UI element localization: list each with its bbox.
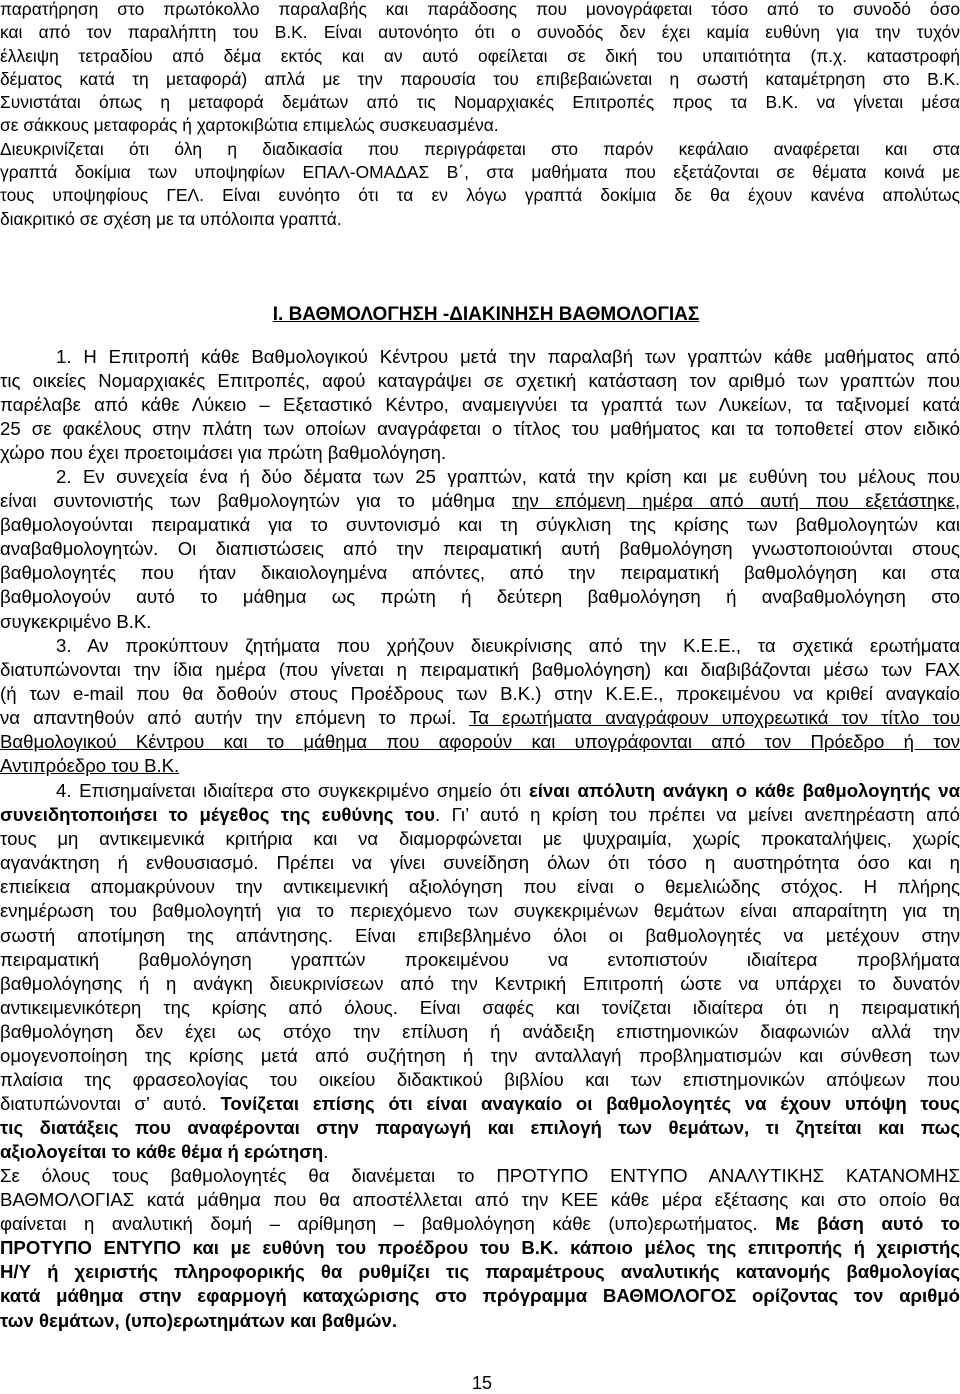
text-line: Διευκρινίζεται ότι όλη η διαδικασία που περιγράφεται στο παρόν κεφάλαιο αναφέρεται και στα bbox=[0, 138, 960, 159]
text-line: Βαθμολογικού Κέντρου και το μάθημα που αφορούν και υπογράφονται από τον Πρόεδρο ή τον bbox=[0, 731, 960, 753]
paragraph-3 bbox=[0, 634, 960, 779]
text-line: ενημέρωση του βαθμολογητή για το περιεχόμενο των συγκεκριμένων θεμάτων είναι απαραίτητη για τη bbox=[0, 900, 960, 922]
text-line: τους μη αντικειμενικά κριτήρια και να διαμορφώνεται με ψυχραιμία, χωρίς προκαταλήψεις, χωρίς bbox=[0, 828, 960, 850]
text-run: 4. Επισημαίνεται ιδιαίτερα στο συγκεκριμένο σημείο ότι bbox=[56, 780, 529, 801]
text-line: τους υποψηφίους ΓΕΛ. Είναι ευνόητο ότι τα εν λόγω γραπτά δοκίμια δε θα έχουν κανένα απολύτως bbox=[0, 185, 960, 206]
text-line bbox=[0, 1092, 960, 1116]
text-line: παρατήρηση στο πρωτόκολλο παραλαβής και παράδοσης που μονογράφεται τόσο από το συνοδό όσο bbox=[0, 0, 960, 19]
paragraph-2 bbox=[0, 465, 960, 634]
text-line: ΒΑΘΜΟΛΟΓΙΑΣ κατά μάθημα που θα αποστέλλεται από την ΚΕΕ κάθε μέρα εξέτασης και στο οποίο θα bbox=[0, 1189, 960, 1211]
text-line: αγανάκτηση ή ενθουσιασμό. Πρέπει να γίνει συνείδηση όλων ότι τόσο η αυστηρότητα όσο και η bbox=[0, 852, 960, 874]
text-line: συγκεκριμένο Β.Κ. bbox=[0, 610, 152, 632]
text-line: (ή των e-mail που θα δοθούν στους Προέδρους των Β.Κ.) στην Κ.Ε.Ε., προκειμένου να κριθεί αναγκαίο bbox=[0, 683, 960, 705]
text-line: χώρο που έχει προετοιμάσει για πρώτη βαθμολόγηση. bbox=[0, 442, 447, 464]
paragraph-5 bbox=[0, 1164, 960, 1333]
text-line: σωστή αποτίμηση της απάντησης. Είναι επιβεβλημένο όλοι οι βαθμολογητές να μετέχουν στην bbox=[0, 924, 960, 946]
text-line: βαθμολογούνται πειραματικά για το συντονισμό και τη σύγκλιση της κρίσης των βαθμολογητών και bbox=[0, 514, 960, 536]
text-line: 1. Η Επιτροπή κάθε Βαθμολογικού Κέντρου μετά την παραλαβή των γραπτών κάθε μαθήματος από bbox=[56, 346, 960, 367]
text-run: , bbox=[954, 490, 960, 512]
text-line: βαθμολόγηση δεν έχει ως στόχο την επίλυση ή ανάδειξη επιστημονικών διαφωνιών αλλά την bbox=[0, 1020, 960, 1042]
underlined-text: την επόμενη ημέρα από αυτή που εξετάστηκε bbox=[511, 490, 955, 512]
text-line: αναβαθμολογητών. Οι διαπιστώσεις από την πειραματική αυτή βαθμολόγηση γνωστοποιούνται στους bbox=[0, 538, 960, 560]
text-line: ΠΡΟΤΥΠΟ ΕΝΤΥΠΟ και με ευθύνη του προέδρου του Β.Κ. κάποιο μέλος της επιτροπής ή χειριστής bbox=[0, 1237, 960, 1259]
text-line: παρέλαβε από κάθε Λύκειο – Εξεταστικό Κέντρο, αναμειγνύει τα γραπτά των Λυκείων, τα ταξινομεί κατά bbox=[0, 394, 960, 416]
text-line: διατυπώνονται την ίδια ημέρα (που γίνεται η πειραματική βαθμολόγηση) και διαβιβάζονται μέσω των FAX bbox=[0, 659, 960, 681]
text-run: να απαντηθούν από αυτήν την επόμενη το πρωί. bbox=[0, 707, 469, 729]
text-line: Σε όλους τους βαθμολογητές θα διανέμεται το ΠΡΟΤΥΠΟ ΕΝΤΥΠΟ ΑΝΑΛΥΤΙΚΗΣ ΚΑΤΑΝΟΜΗΣ bbox=[0, 1165, 960, 1186]
text-line bbox=[0, 1140, 960, 1164]
text-line: Αντιπρόεδρο του Β.Κ. bbox=[0, 755, 180, 777]
page-number: 15 bbox=[471, 1373, 493, 1393]
text-line: πλαίσια της φρασεολογίας του οικείου διδακτικού βιβλίου και των επιστημονικών απόψεων που bbox=[0, 1069, 960, 1091]
text-line: αντικειμενικότερη της κρίσης από όλους. Είναι σαφές και τονίζεται ιδιαίτερα ότι η πειραματική bbox=[0, 996, 960, 1018]
bold-text: αξιολογείται το κάθε θέμα ή ερώτηση bbox=[0, 1141, 324, 1163]
text-line: σε σάκκους μεταφοράς ή χαρτοκιβώτια επιμελώς συσκευασμένα. bbox=[0, 115, 499, 136]
text-line: Συνιστάται όπως η μεταφορά δεμάτων από τις Νομαρχιακές Επιτροπές προς τα Β.Κ. να γίνεται μέσα bbox=[0, 92, 960, 113]
text-run: είναι συντονιστής των βαθμολογητών για το μάθημα bbox=[0, 490, 512, 512]
intro-paragraph bbox=[0, 0, 960, 231]
text-line: επιείκεια απομακρύνουν την αντικειμενική αξιολόγηση που είναι ο θεμελιώδης στόχος. Η πλήρης bbox=[0, 876, 960, 898]
text-line: Η/Υ ή χειριστής πληροφορικής θα ρυθμίζει τις παραμέτρους αναλυτικής κατανομής βαθμολογίας bbox=[0, 1261, 960, 1283]
text-run: διατυπώνονται σ’ αυτό. bbox=[0, 1093, 221, 1115]
text-line: βαθμολόγησης ή η ανάγκη διευκρινίσεων από την Κεντρική Επιτροπή ώστε να υπάρχει το δυνατόν bbox=[0, 972, 960, 994]
section-heading: Ι. ΒΑΘΜΟΛΟΓΗΣΗ -ΔΙΑΚΙΝΗΣΗ ΒΑΘΜΟΛΟΓΙΑΣ bbox=[272, 304, 700, 325]
text-line: 25 σε φακέλους στην πλάτη των οποίων αναγράφεται ο τίτλος του μαθήματος και τα τοποθετεί στον ειδικό bbox=[0, 418, 960, 440]
text-line: κατά μάθημα στην εφαρμογή καταχώρισης στο πρόγραμμα ΒΑΘΜΟΛΟΓΟΣ ορίζοντας τον αριθμό bbox=[0, 1285, 960, 1307]
text-line: διακριτικό σε σχέση με τα υπόλοιπα γραπτά. bbox=[0, 208, 342, 229]
text-line: 3. Αν προκύπτουν ζητήματα που χρήζουν διευκρίνισης από την Κ.Ε.Ε., τα σχετικά ερωτήματα bbox=[56, 635, 960, 656]
text-line: και από τον παραλήπτη του Β.Κ. Είναι αυτονόητο ότι ο συνοδός δεν έχει καμία ευθύνη για την τυχόν bbox=[0, 22, 960, 43]
text-line: των θεμάτων, (υπο)ερωτημάτων και βαθμών. bbox=[0, 1309, 398, 1331]
text-line bbox=[0, 1212, 960, 1236]
paragraph-1 bbox=[0, 345, 960, 465]
text-line bbox=[0, 706, 960, 730]
text-line bbox=[0, 489, 960, 513]
text-line: έλλειψη τετραδίου από δέμα εκτός και αν αυτό οφείλεται σε δική του υπαιτιότητα (π.χ. καταστροφή bbox=[0, 45, 960, 66]
text-line: γραπτά δοκίμια των υποψηφίων ΕΠΑΛ-ΟΜΑΔΑΣ Β΄, στα μαθήματα που εξετάζονται σε θέματα κοινά με bbox=[0, 162, 960, 183]
text-line: βαθμολογητές που ήταν δικαιολογημένα απόντες, από την πειραματική βαθμολόγηση και στα bbox=[0, 562, 960, 584]
text-line: τις διατάξεις που αναφέρονται στην παραγωγή και επιλογή των θεμάτων, τι ζητείται και πως bbox=[0, 1117, 960, 1139]
text-run: . bbox=[323, 1141, 329, 1163]
text-run: . Γι’ αυτό η κρίση του πρέπει να μείνει ανεπηρέαστη από bbox=[434, 804, 960, 826]
text-line bbox=[0, 803, 960, 827]
bold-text: είναι απόλυτη ανάγκη ο κάθε βαθμολογητής να bbox=[528, 780, 960, 801]
paragraph-4 bbox=[0, 779, 960, 1165]
text-line: βαθμολογούν αυτό το μάθημα ως πρώτη ή δεύτερη βαθμολόγηση ή αναβαθμολόγηση στο bbox=[0, 586, 960, 608]
text-line: πειραματική βαθμολόγηση γραπτών προκειμένου να εντοπιστούν ιδιαίτερα προβλήματα bbox=[0, 948, 960, 970]
text-line: τις οικείες Νομαρχιακές Επιτροπές, αφού καταγράψει σε σχετική κατάσταση τον αριθμό των γραπτών που bbox=[0, 370, 960, 392]
bold-text: Με βάση αυτό το bbox=[775, 1213, 960, 1235]
text-line: δέματος κατά τη μεταφορά) απλά με την παρουσία του επιβεβαιώνεται η σωστή καταμέτρηση στο Β.Κ. bbox=[0, 68, 960, 89]
bold-text: Τονίζεται επίσης ότι είναι αναγκαίο οι βαθμολογητές να έχουν υπόψη τους bbox=[220, 1093, 960, 1115]
text-line: 2. Εν συνεχεία ένα ή δύο δέματα των 25 γραπτών, κατά την κρίση και με ευθύνη του μέλους που bbox=[56, 466, 960, 487]
bold-text: συνειδητοποιήσει το μέγεθος της ευθύνης του bbox=[0, 804, 435, 826]
underlined-text: Τα ερωτήματα αναγράφουν υποχρεωτικά τον τίτλο του bbox=[468, 707, 960, 729]
text-line bbox=[0, 779, 960, 803]
text-line: ομογενοποίηση της κρίσης μετά από συζήτηση ή την ανταλλαγή προβληματισμών και σύνθεση των bbox=[0, 1045, 960, 1067]
text-run: φαίνεται η αναλυτική δομή – αρίθμηση – βαθμολόγηση κάθε (υπο)ερωτήματος. bbox=[0, 1213, 776, 1235]
